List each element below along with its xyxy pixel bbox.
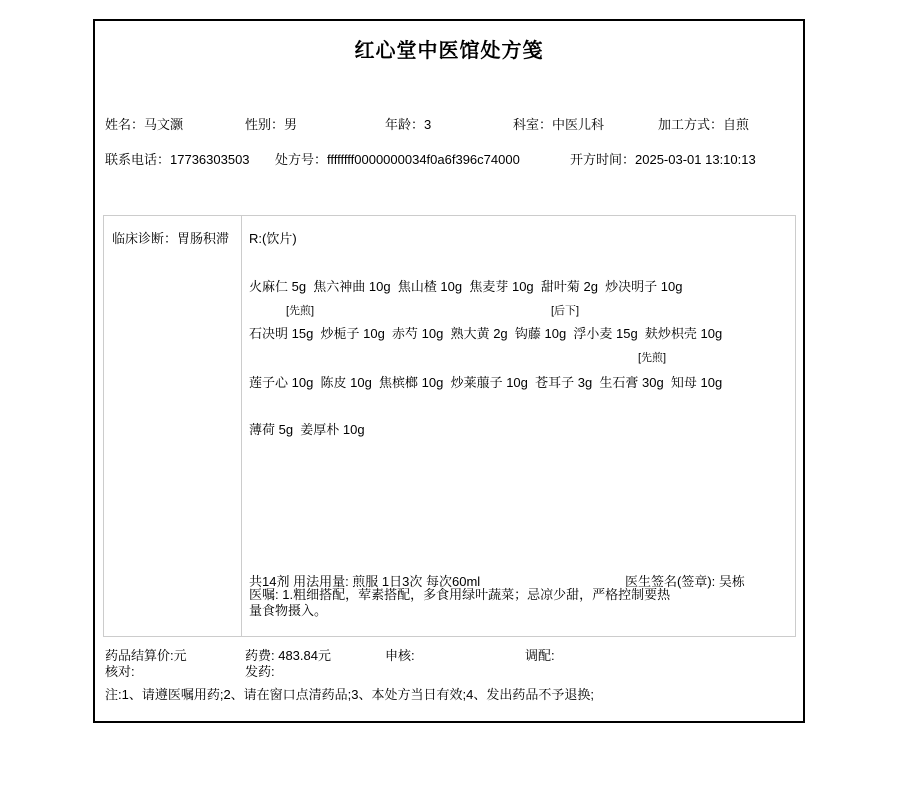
footer-note: 注:1、请遵医嘱用药;2、请在窗口点清药品;3、本处方当日有效;4、发出药品不予退换; [105, 687, 594, 702]
doctor-signature: 医生签名(签章): 吴栋 [625, 574, 745, 589]
rx-heading: R:(饮片) [249, 231, 297, 246]
page-title: 红心堂中医馆处方笺 [354, 40, 544, 62]
herb-line-2: 石决明 15g 炒栀子 10g 赤芍 10g 熟大黄 2g 钩藤 10g 浮小麦 15g 麸炒枳壳 10g [249, 326, 723, 341]
clinical-diagnosis: 临床诊断：胃肠积滞 [104, 216, 242, 636]
decoction-label-xianjian-icon: [先煎] [638, 352, 667, 364]
decoction-label-row-3 [242, 349, 795, 363]
decoction-label-xianjian-icon: [先煎] [286, 305, 315, 317]
check-field: 核对: [105, 664, 135, 679]
settlement-price-field: 药品结算价:元 [105, 648, 187, 663]
prescription-detail [242, 216, 795, 636]
department-field: 科室：中医儿科 [513, 117, 605, 132]
issue-time-field: 开方时间：2025-03-01 13:10:13 [570, 152, 756, 167]
decoction-label-houxia-icon: [后下] [551, 305, 580, 317]
patient-name-field: 姓名：马文灏 [105, 117, 184, 132]
fee-field: 药费: 483.84元 [245, 648, 331, 663]
decoction-label-row-2 [242, 302, 795, 316]
medical-advice: 医嘱: 1.粗细搭配，荤素搭配，多食用绿叶蔬菜；忌凉少甜，严格控制要热量食物摄入。 [249, 587, 671, 618]
dosage-usage-text: 共14剂 用法用量: 煎服 1日3次 每次60ml [249, 574, 481, 589]
dispense-field: 发药: [245, 664, 275, 679]
processing-method-field: 加工方式：自煎 [658, 117, 750, 132]
prescription-no-field: 处方号：ffffffff0000000034f0a6f396c74000 [275, 152, 520, 167]
prescription-sheet [93, 19, 805, 723]
herb-line-4: 薄荷 5g 姜厚朴 10g [249, 422, 365, 437]
patient-age-field: 年龄：3 [385, 117, 432, 132]
phone-field: 联系电话：17736303503 [105, 152, 250, 167]
herb-line-3: 莲子心 10g 陈皮 10g 焦槟榔 10g 炒莱菔子 10g 苍耳子 3g 生石膏 30g 知母 10g [249, 375, 723, 390]
prepare-field: 调配: [525, 648, 555, 663]
prescription-box [103, 215, 796, 637]
herb-line-1: 火麻仁 5g 焦六神曲 10g 焦山楂 10g 焦麦芽 10g 甜叶菊 2g 炒决明子 10g [249, 279, 683, 294]
review-field: 申核: [385, 648, 415, 663]
patient-gender-field: 性别：男 [245, 117, 298, 132]
